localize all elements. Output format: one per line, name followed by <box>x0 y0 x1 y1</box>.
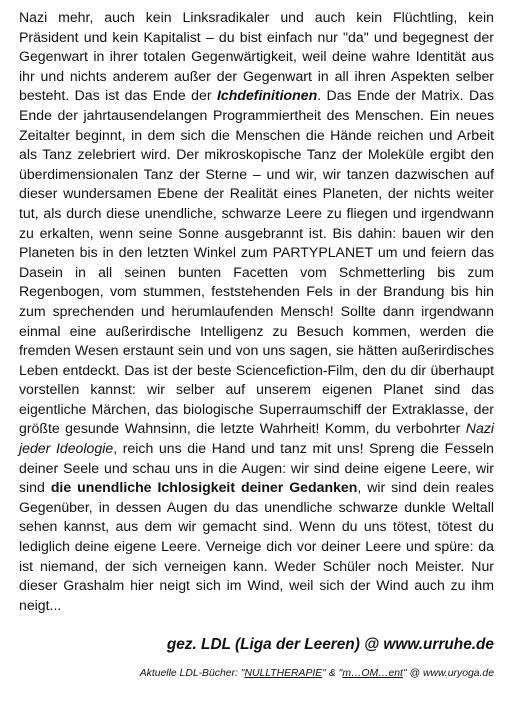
emphasis-nazi-ideologie: Nazi jeder Ideologie <box>19 420 494 457</box>
emphasis-ichlosigkeit: die unendliche Ichlosigkeit deiner Gedanken <box>50 479 358 496</box>
books-prefix: Aktuelle LDL-Bücher: " <box>139 668 245 679</box>
body-paragraph <box>19 8 494 615</box>
document-page <box>19 8 495 679</box>
text-segment-2: . Das Ende der Matrix. Das Ende der jahrtausendelangen Programmiertheit des Menschen. Ein neues Zeitalter beginnt, in dem sich die Menschen die Hände reichen und Arbeit als Tanz zelebriert wird. Der mikroskopische Tanz der Moleküle ergibt den überdimensionalen Tanz der Sterne – und wir, wir tanzen dazwischen auf dieser wundersamen Ebene der Realität eines Planeten, der nichts weiter tut, als durch diese unendliche, schwarze Leere zu fliegen und irgendwann zu erkalten, wenn seine Sonne ausgebrannt ist. Bis dahin: bauen wir den Planeten bis in den letzten Winkel zum PARTYPLANET um und feiern das Dasein in all seinen bunten Facetten vom Schmetterling bis zum Regenbogen, vom stummen, feststehenden Fels in der Brandung bis hin zum sprechenden und herumlaufenden Mensch! Sollte dann irgendwann einmal eine außerirdische Intelligenz zu Besuch kommen, werden die fremden Wesen erstaunt sein und von uns sagen, sie hätten außerirdisches Leben entdeckt. Das ist der beste Sciencefiction-Film, den du dir überhaupt vorstellen kannst: wir selber auf unserem eigenen Planet sind das eigentliche Märchen, das biologische Superraumschiff der Extraklasse, der größte gesunde Wahnsinn, die letzte Wahrheit! Komm, du verbohrter <box>19 87 495 437</box>
book-title-moment: m…OM…ent <box>342 668 403 679</box>
book-title-nulltherapie: NULLTHERAPIE <box>244 668 323 679</box>
text-segment-4: , wir sind dein reales Gegenüber, in dessen Augen du das unendliche schwarze dunkle Weltall sehen kannst, aus dem wir gemacht sind. Wenn du uns tötest, tötest du lediglich deine eigene Leere. Verneige dich vor deiner Leere und spüre: da ist niemand, der sich verneigen kann. Weder Schüler noch Meister. Nur dieser Grashalm hier neigt sich im Wind, weil sich der Wind auch zu ihm neigt... <box>19 479 494 613</box>
signature-line: gez. LDL (Liga der Leeren) @ www.urruhe.de <box>166 636 494 653</box>
books-suffix: " @ www.uryoga.de <box>402 668 494 679</box>
books-footer <box>140 668 494 679</box>
emphasis-ichdefinitionen: Ichdefinitionen <box>216 87 318 104</box>
text-segment-1: Nazi mehr, auch kein Linksradikaler und auch kein Flüchtling, kein Präsident und kein Kapitalist – du bist einfach nur "da" und begegnest der Gegenwart in ihrer totalen Gegenwärtigkeit, weil deine wahre Identität aus ihr und nichts anderem außer der Gegenwart in all ihren Aspekten selber besteht. Das ist das Ende der <box>19 9 494 104</box>
text-segment-3: , reich uns die Hand und tanz mit uns! Spreng die Fesseln deiner Seele und schau uns in die Augen: wir sind deine eigene Leere, wir sind <box>19 440 494 496</box>
books-separator: " & " <box>322 668 343 679</box>
